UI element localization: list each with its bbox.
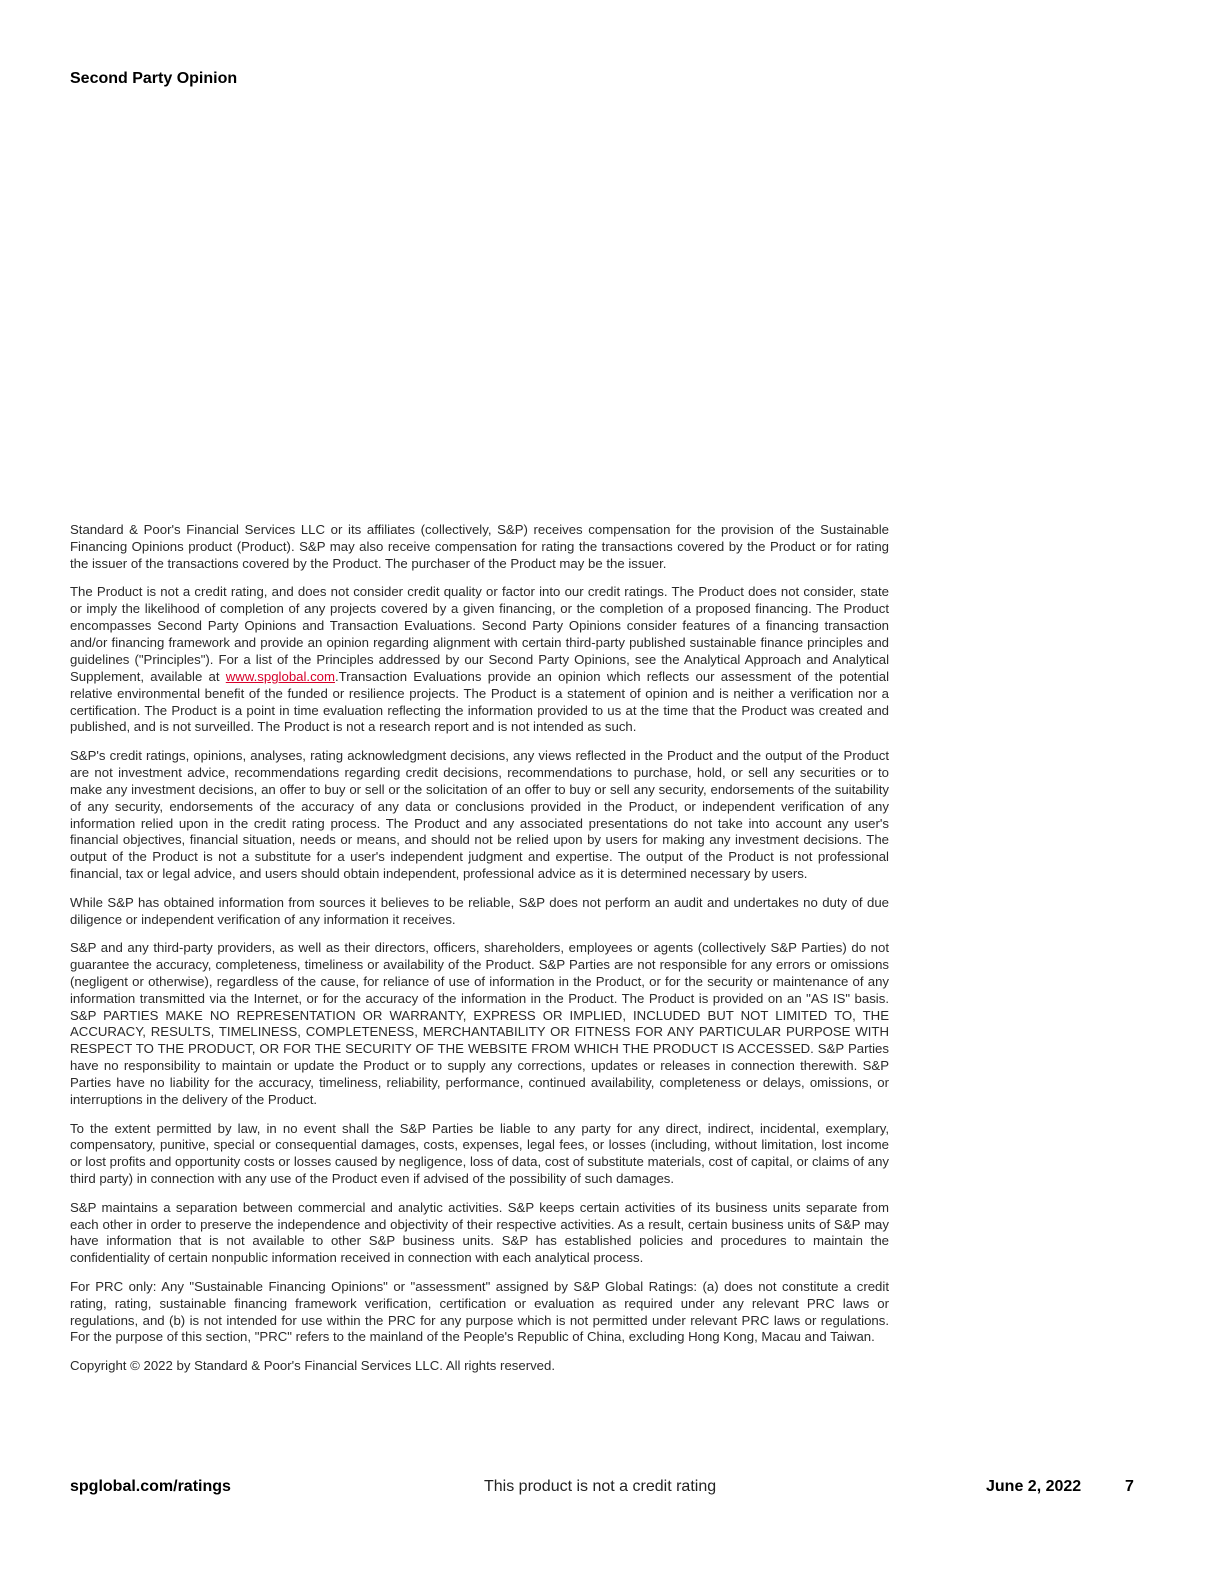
disclaimer-paragraph-separation: S&P maintains a separation between commercial and analytic activities. S&P keeps certain activities of its business units separate from each other in order to preserve the independence and objectivity of their respective activities. As a result, certain business units of S&P may have information that is not available to other S&P business units. S&P has established policies and procedures to maintain the confidentiality of certain nonpublic information received in connection with each analytical process. — [70, 1199, 889, 1266]
spglobal-link[interactable]: www.spglobal.com — [225, 668, 335, 684]
footer-site-link[interactable]: spglobal.com/ratings — [70, 1478, 231, 1495]
disclaimer-paragraph-not-advice: S&P's credit ratings, opinions, analyses, rating acknowledgment decisions, any views reflected in the Product and the output of the Product are not investment advice, recommendations regarding credit decisions, recommendations to purchase, hold, or sell any securities or to make any investment decisions, an offer to buy or sell or the solicitation of an offer to buy or sell any security, endorsements of the suitability of any security, endorsements of the accuracy of any data or conclusions provided in the Product, or independent verification of any information relied upon in the credit rating process. The Product and any associated presentations do not take into account any user's financial objectives, financial situation, needs or means, and should not be relied upon by users for making any investment decisions. The output of the Product is not a substitute for a user's independent judgment and expertise. The output of the Product is not professional financial, tax or legal advice, and users should obtain independent, professional advice as it is determined necessary by users. — [70, 747, 889, 882]
paragraph-text: .Transaction Evaluations provide an opinion which reflects our assessment of the potential relative environmental benefit of the funded or resilience projects. The Product is a statement of opinion and is neither a verification nor a certification. The Product is a point in time evaluation reflecting the information provided to us at the time that the Product was created and published, and is not surveilled. The Product is not a research report and is not intended as such. — [70, 668, 890, 735]
disclaimer-paragraph-no-audit: While S&P has obtained information from sources it believes to be reliable, S&P does not perform an audit and undertakes no duty of due diligence or independent verification of any information it receives. — [70, 894, 889, 927]
copyright-notice: Copyright © 2022 by Standard & Poor's Financial Services LLC. All rights reserved. — [70, 1357, 556, 1373]
disclaimer-section — [70, 522, 889, 1386]
page-header-title: Second Party Opinion — [70, 70, 238, 87]
disclaimer-paragraph-no-warranty: S&P and any third-party providers, as well as their directors, officers, shareholders, employees or agents (collectively S&P Parties) do not guarantee the accuracy, completeness, timeliness or availability of the Product. S&P Parties are not responsible for any errors or omissions (negligent or otherwise), regardless of the cause, for reliance of use of information in the Product, or for the security or maintenance of any information transmitted via the Internet, or for the accuracy of the information in the Product. The Product is provided on an "AS IS" basis. S&P PARTIES MAKE NO REPRESENTATION OR WARRANTY, EXPRESS OR IMPLIED, INCLUDED BUT NOT LIMITED TO, THE ACCURACY, RESULTS, TIMELINESS, COMPLETENESS, MERCHANTABILITY OR FITNESS FOR ANY PARTICULAR PURPOSE WITH RESPECT TO THE PRODUCT, OR FOR THE SECURITY OF THE WEBSITE FROM WHICH THE PRODUCT IS ACCESSED. S&P Parties have no responsibility to maintain or update the Product or to supply any corrections, updates or releases in connection therewith. S&P Parties have no liability for the accuracy, timeliness, reliability, performance, continued availability, completeness or delays, omissions, or interruptions in the delivery of the Product. — [70, 939, 889, 1108]
disclaimer-paragraph-liability: To the extent permitted by law, in no event shall the S&P Parties be liable to any party for any direct, indirect, incidental, exemplary, compensatory, punitive, special or consequential damages, costs, expenses, legal fees, or losses (including, without limitation, lost income or lost profits and opportunity costs or losses caused by negligence, loss of data, cost of substitute materials, cost of capital, or claims of any third party) in connection with any use of the Product even if advised of the possibility of such damages. — [70, 1120, 889, 1187]
paragraph-text: The Product is not a credit rating, and does not consider credit quality or factor into our credit ratings. The Product does not consider, state or imply the likelihood of completion of any projects covered by a given financing, or the completion of a proposed financing. The Product encompasses Second Party Opinions and Transaction Evaluations. Second Party Opinions consider features of a financing transaction and/or financing framework and provide an opinion regarding alignment with certain third-party published sustainable finance principles and guidelines ("Principles"). For a list of the Principles addressed by our Second Party Opinions, see the Analytical Approach and Analytical Supplement, available at — [70, 584, 889, 684]
footer-date: June 2, 2022 — [986, 1478, 1082, 1495]
page-number: 7 — [1125, 1478, 1134, 1495]
disclaimer-paragraph-compensation: Standard & Poor's Financial Services LLC or its affiliates (collectively, S&P) receives compensation for the provision of the Sustainable Financing Opinions product (Product). S&P may also receive compensation for rating the transactions covered by the Product or for rating the issuer of the transactions covered by the Product. The purchaser of the Product may be the issuer. — [70, 522, 889, 571]
footer-notice: This product is not a credit rating — [484, 1478, 717, 1495]
disclaimer-paragraph-prc: For PRC only: Any "Sustainable Financing Opinions" or "assessment" assigned by S&P Global Ratings: (a) does not constitute a credit rating, rating, sustainable financing framework verification, certification or evaluation as required under any relevant PRC laws or regulations, and (b) is not intended for use within the PRC for any purpose which is not permitted under relevant PRC laws or regulations. For the purpose of this section, "PRC" refers to the mainland of the People's Republic of China, excluding Hong Kong, Macau and Taiwan. — [70, 1278, 889, 1345]
disclaimer-paragraph-product-scope — [70, 584, 889, 736]
